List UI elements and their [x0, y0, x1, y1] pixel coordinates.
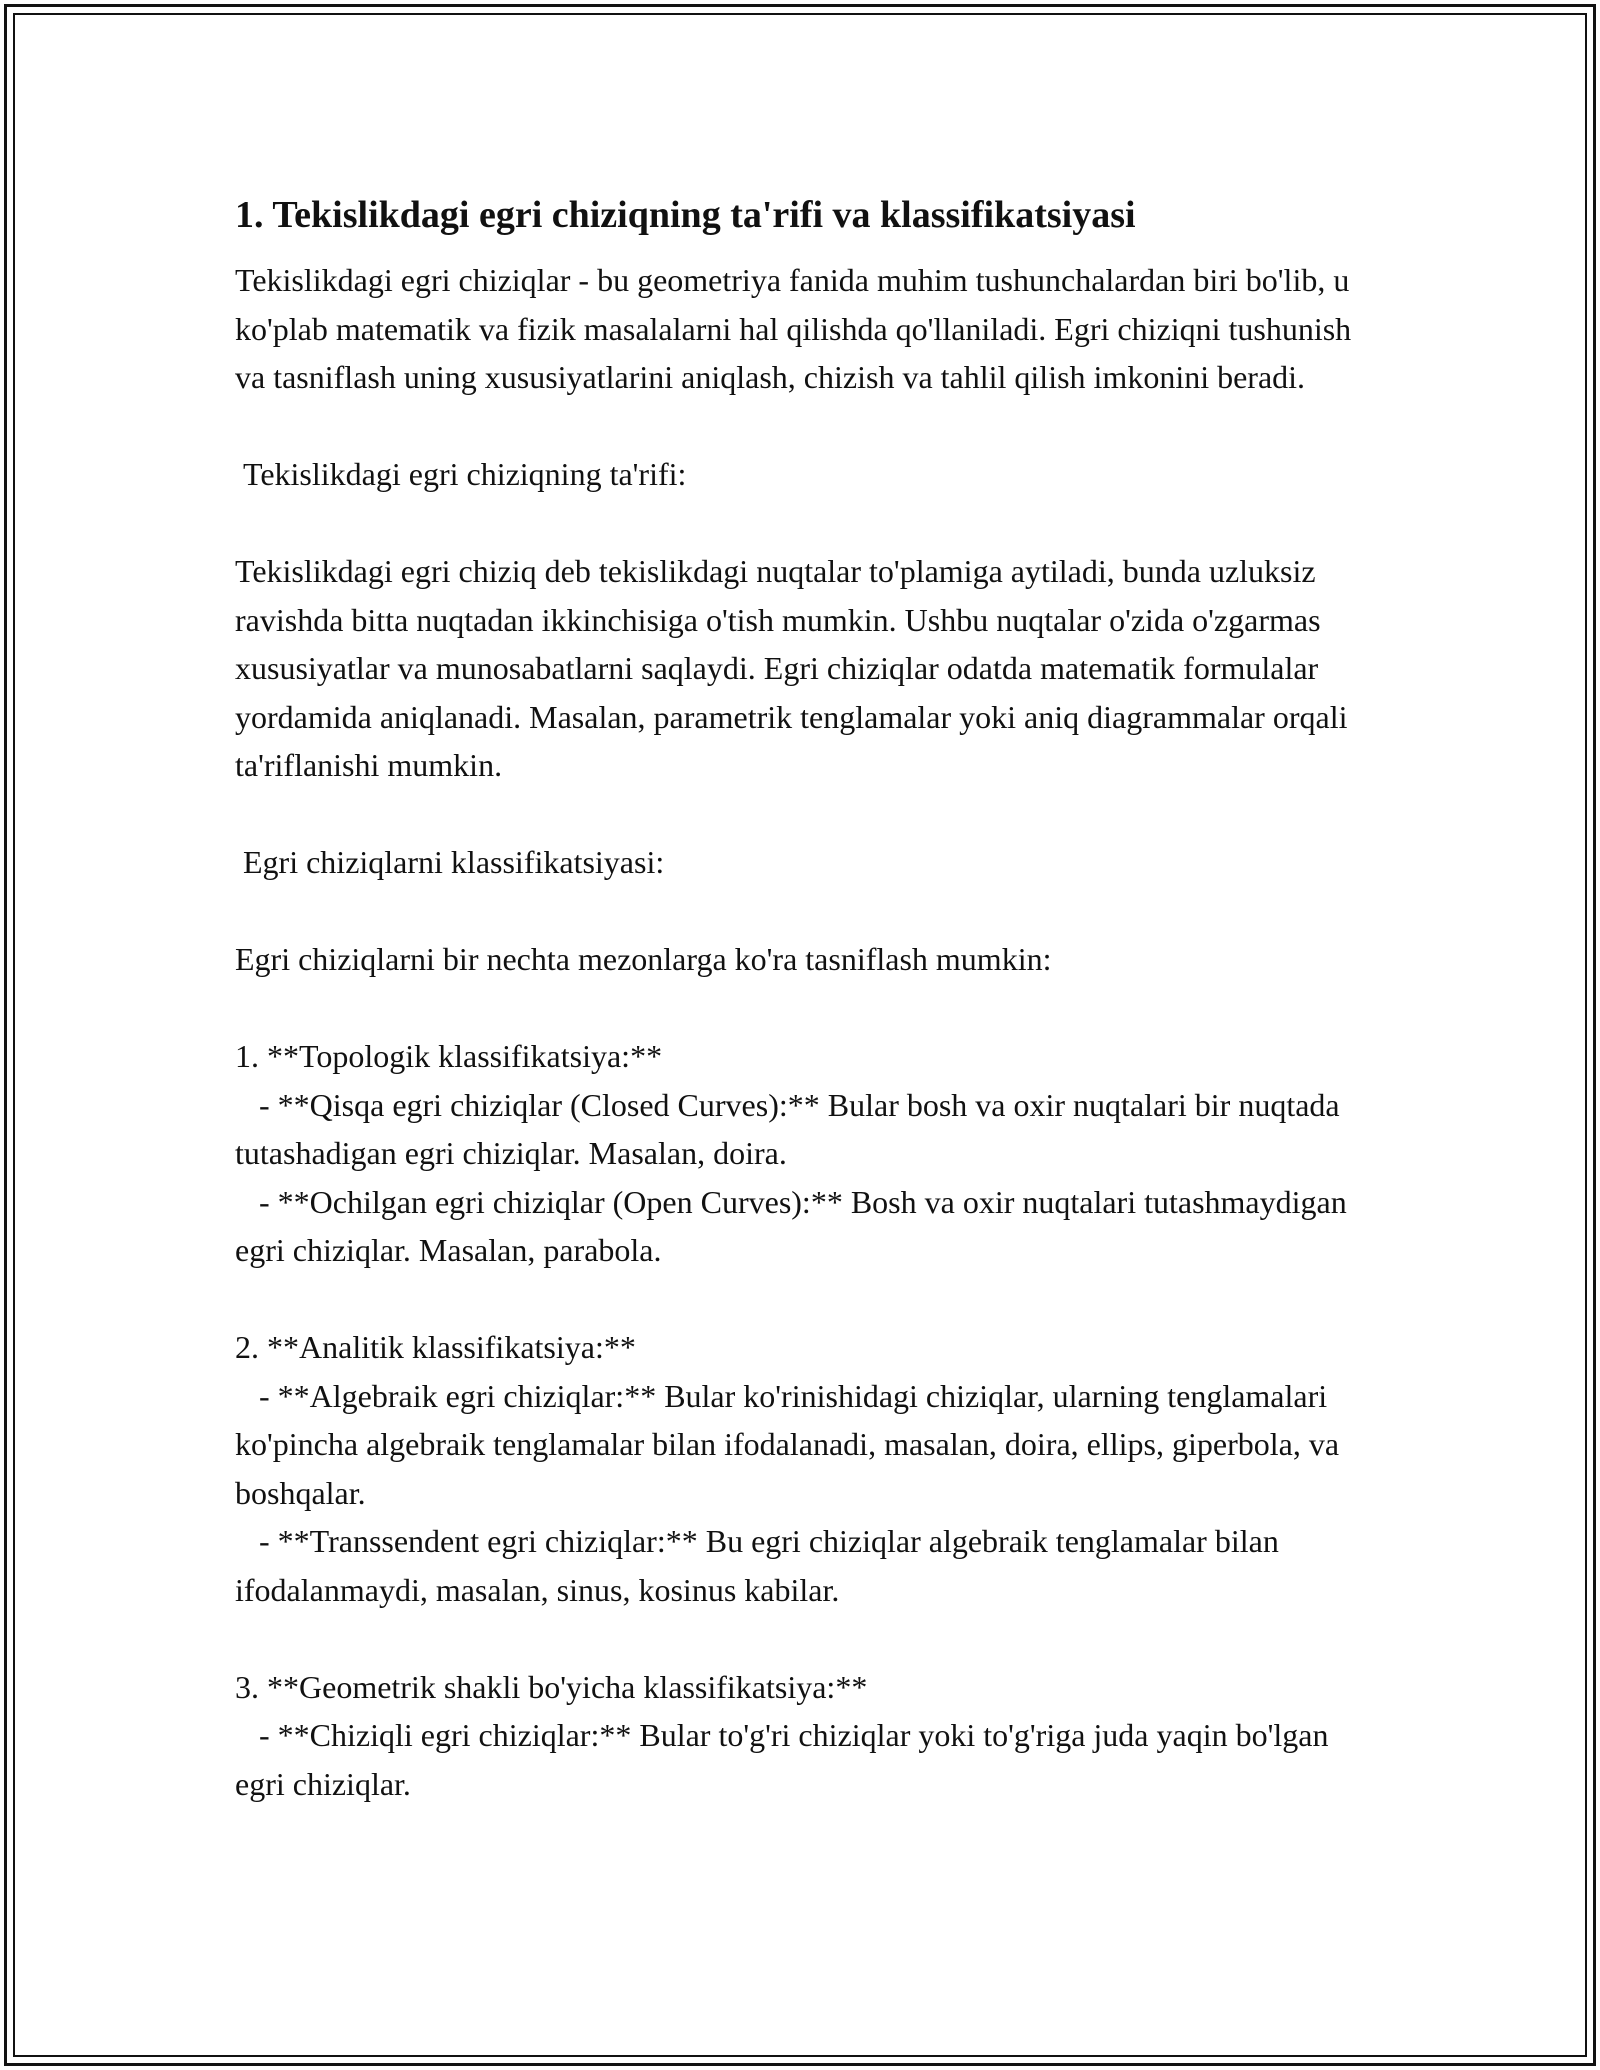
section-heading-geometric: 3. **Geometrik shakli bo'yicha klassifikatsiya:**: [235, 1668, 868, 1705]
document-title: 1. Tekislikdagi egri chiziqning ta'rifi va klassifikatsiyasi: [235, 194, 1136, 236]
intro-paragraph: Tekislikdagi egri chiziqlar - bu geometriya fanida muhim tushunchalardan biri bo'lib, u ko'plab matematik va fizik masalalarni hal qilishda qo'llaniladi. Egri chiziqni tushunish va tasniflash uning xususiyatlarini aniqlash, chizish va tahlil qilish imkonini beradi.: [235, 262, 1360, 395]
definition-heading: Tekislikdagi egri chiziqning ta'rifi:: [235, 456, 687, 492]
section-heading-analytic: 2. **Analitik klassifikatsiya:**: [235, 1329, 636, 1365]
definition-paragraph: Tekislikdagi egri chiziq deb tekislikdagi nuqtalar to'plamiga aytiladi, bunda uzluksiz ravishda bitta nuqtadan ikkinchisiga o'tish mumkin. Ushbu nuqtalar o'zida o'zgarmas xususiyatlar va munosabatlarni saqlaydi. Egri chiziqlar odatda matematik formulalar yordamida aniqlanadi. Masalan, parametrik tenglamalar yoki aniq diagrammalar orqali ta'riflanishi mumkin.: [235, 553, 1356, 783]
classification-heading: Egri chiziqlarni klassifikatsiyasi:: [235, 844, 665, 880]
list-item-closed-curves: - **Qisqa egri chiziqlar (Closed Curves):** Bular bosh va oxir nuqtalari bir nuqtada tutashadigan egri chiziqlar. Masalan, doira.: [235, 1086, 1348, 1171]
document-body: [235, 184, 1365, 1808]
section-heading-topological: 1. **Topologik klassifikatsiya:**: [235, 1038, 663, 1074]
list-item-open-curves: - **Ochilgan egri chiziqlar (Open Curves):** Bosh va oxir nuqtalari tutashmaydigan egri chiziqlar. Masalan, parabola.: [235, 1183, 1355, 1268]
list-item-algebraic-curves: - **Algebraik egri chiziqlar:** Bular ko'rinishidagi chiziqlar, ularning tenglamalari ko'pincha algebraik tenglamalar bilan ifodalanadi, masalan, doira, ellips, giperbola, va boshqalar.: [235, 1377, 1348, 1511]
list-item-transcendent-curves: - **Transsendent egri chiziqlar:** Bu egri chiziqlar algebraik tenglamalar bilan ifodalanmaydi, masalan, sinus, kosinus kabilar.: [235, 1523, 1287, 1608]
list-item-linear-curves: - **Chiziqli egri chiziqlar:** Bular to'g'ri chiziqlar yoki to'g'riga juda yaqin bo'lgan egri chiziqlar.: [235, 1717, 1337, 1802]
classification-intro: Egri chiziqlarni bir nechta mezonlarga ko'ra tasniflash mumkin:: [235, 941, 1052, 977]
